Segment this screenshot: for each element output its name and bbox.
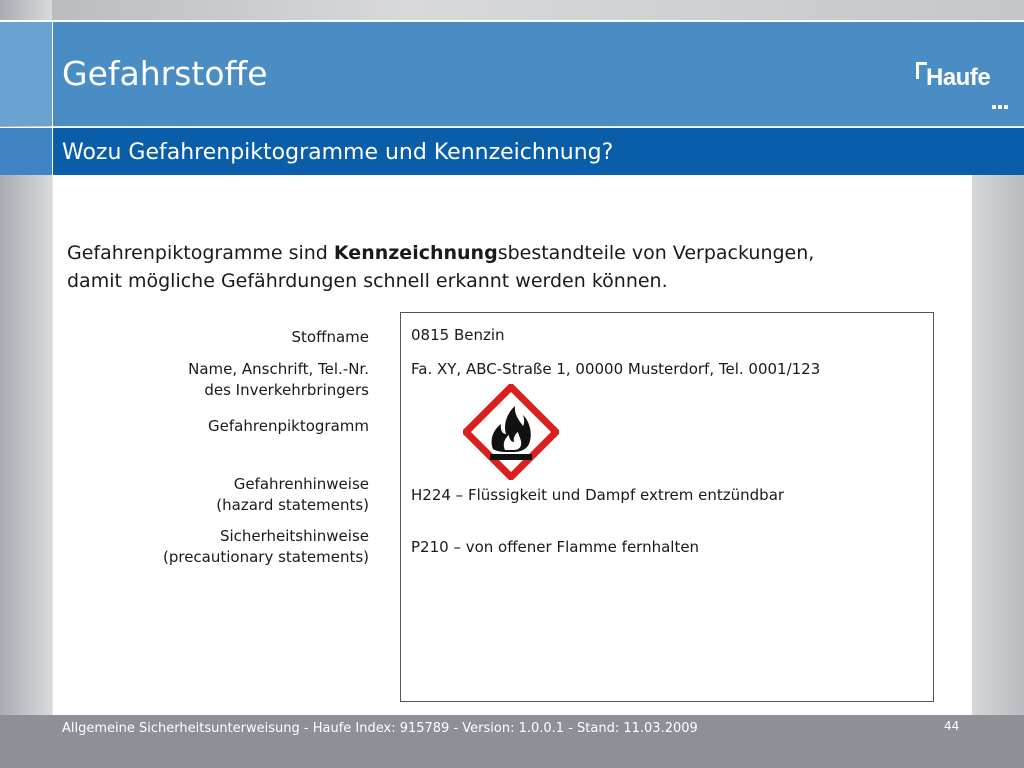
label-substance-name [292,327,369,348]
logo-wordmark: Haufe [926,64,991,91]
subheader-left-tab [0,128,53,175]
slide-content [53,175,972,715]
label-substance-name-text: Stoffname [291,328,369,346]
label-pictogram [208,416,369,437]
example-product-label [400,312,934,702]
slide-title: Gefahrstoffe [62,54,268,93]
value-precautionary-statement: P210 – von offener Flamme fernhalten [411,538,700,556]
right-margin [972,175,1024,768]
logo-dots-icon [992,94,1014,100]
haufe-logo [912,58,1017,108]
label-pictogram-text: Gefahrenpiktogramm [208,417,369,435]
value-substance: 0815 Benzin [411,326,505,344]
label-precaution-line2: (precautionary statements) [162,548,369,566]
label-hazard-line2: (hazard statements) [216,496,369,514]
intro-text-line2: damit mögliche Gefährdungen schnell erkannt werden können. [67,270,668,292]
label-hazard-line1: Gefahrenhinweise [233,475,369,493]
value-hazard-statement: H224 – Flüssigkeit und Dampf extrem entzündbar [411,486,785,504]
intro-text-part2: sbestandteile von Verpackungen, [497,242,815,264]
slide-subheader [0,127,1024,175]
intro-paragraph [67,239,947,295]
label-distributor [188,359,369,401]
slide-header [0,20,1024,126]
header-left-tab [0,22,53,126]
intro-text-part1: Gefahrenpiktogramme sind [67,242,334,264]
label-distributor-line2: des Inverkehrbringers [204,381,369,399]
label-precaution-line1: Sicherheitshinweise [219,527,369,545]
label-hazard-statements [216,474,369,516]
flame-pictogram-icon [463,384,559,480]
value-distributor: Fa. XY, ABC-Straße 1, 00000 Musterdorf, Tel. 0001/123 [411,360,821,378]
footer-text: Allgemeine Sicherheitsunterweisung - Haufe Index: 915789 - Version: 1.0.0.1 - Stand: 11.03.2009 [62,721,698,736]
slide-subtitle: Wozu Gefahrenpiktogramme und Kennzeichnung? [62,140,614,165]
intro-bold-term: Kennzeichnung [333,242,498,264]
top-strip [0,0,1024,20]
label-distributor-line1: Name, Anschrift, Tel.-Nr. [188,360,369,378]
slide-footer [0,715,1024,768]
page-number: 44 [944,719,960,733]
label-precautionary-statements [163,526,369,568]
